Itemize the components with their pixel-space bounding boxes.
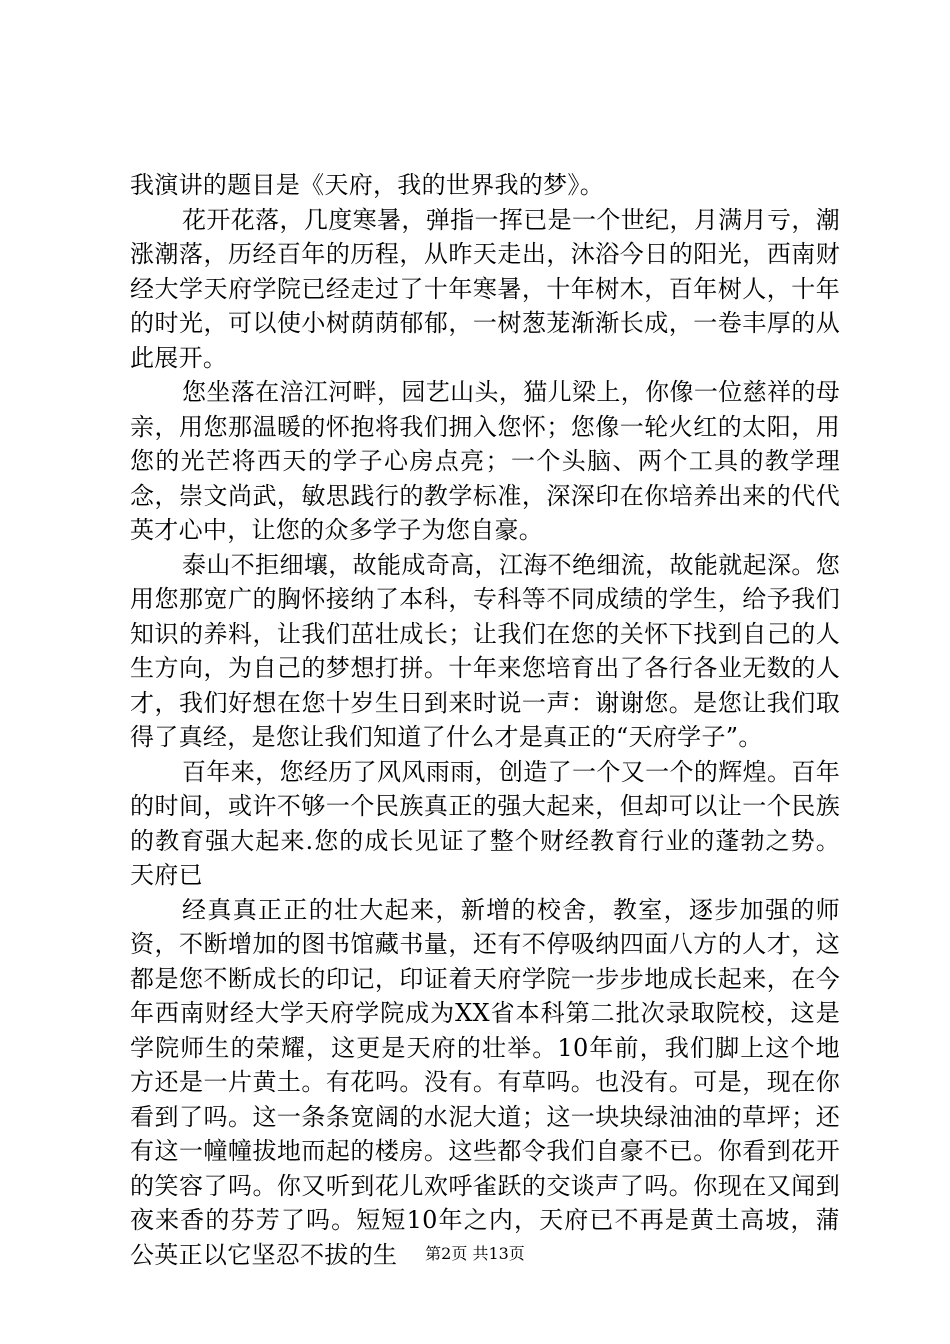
page-number-label: 第2页 共13页 bbox=[425, 1244, 525, 1263]
page-footer bbox=[0, 1244, 950, 1264]
paragraph-1: 我演讲的题目是《天府，我的世界我的梦》。 bbox=[130, 171, 604, 199]
paragraph-5: 百年来，您经历了风风雨雨，创造了一个又一个的辉煌。百年的时间，或许不够一个民族真正的强大起来，但却可以让一个民族的教育强大起来.您的成长见证了整个财经教育行业的蓬勃之势。天府已 bbox=[130, 757, 840, 889]
paragraph-4: 泰山不拒细壤，故能成奇高，江海不绝细流，故能就起深。您用您那宽广的胸怀接纳了本科，专科等不同成绩的学生，给予我们知识的养料，让我们茁壮成长；让我们在您的关怀下找到自己的人生方向，为自己的梦想打拼。十年来您培育出了各行各业无数的人才，我们好想在您十岁生日到来时说一声：谢谢您。是您让我们取得了真经，是您让我们知道了什么才是真正的“天府学子”。 bbox=[130, 550, 840, 751]
document-body bbox=[130, 168, 840, 1272]
paragraph-3: 您坐落在涪江河畔，园艺山头，猫儿梁上，你像一位慈祥的母亲，用您那温暖的怀抱将我们拥入您怀；您像一轮火红的太阳，用您的光芒将西天的学子心房点亮；一个头脑、两个工具的教学理念，崇文尚武，敏思践行的教学标准，深深印在你培养出来的代代英才心中，让您的众多学子为您自豪。 bbox=[130, 378, 840, 544]
paragraph-2: 花开花落，几度寒暑，弹指一挥已是一个世纪，月满月亏，潮涨潮落，历经百年的历程，从昨天走出，沐浴今日的阳光，西南财经大学天府学院已经走过了十年寒暑，十年树木，百年树人，十年的时光，可以使小树荫荫郁郁，一树葱茏渐渐长成，一卷丰厚的从此展开。 bbox=[130, 205, 840, 372]
paragraph-6: 经真真正正的壮大起来，新增的校舍，教室，逐步加强的师资，不断增加的图书馆藏书量，还有不停吸纳四面八方的人才，这都是您不断成长的印记，印证着天府学院一步步地成长起来，在今年西南财经大学天府学院成为XX省本科第二批次录取院校，这是学院师生的荣耀，这更是天府的壮举。10年前，我们脚上这个地方还是一片黄土。有花吗。没有。有草吗。也没有。可是，现在你看到了吗。这一条条宽阔的水泥大道；这一块块绿油油的草坪；还有这一幢幢拔地而起的楼房。这些都令我们自豪不已。你看到花开的笑容了吗。你又听到花儿欢呼雀跃的交谈声了吗。你现在又闻到夜来香的芬芳了吗。短短10年之内，天府已不再是黄土高坡，蒲公英正以它坚忍不拔的生 bbox=[130, 895, 840, 1269]
